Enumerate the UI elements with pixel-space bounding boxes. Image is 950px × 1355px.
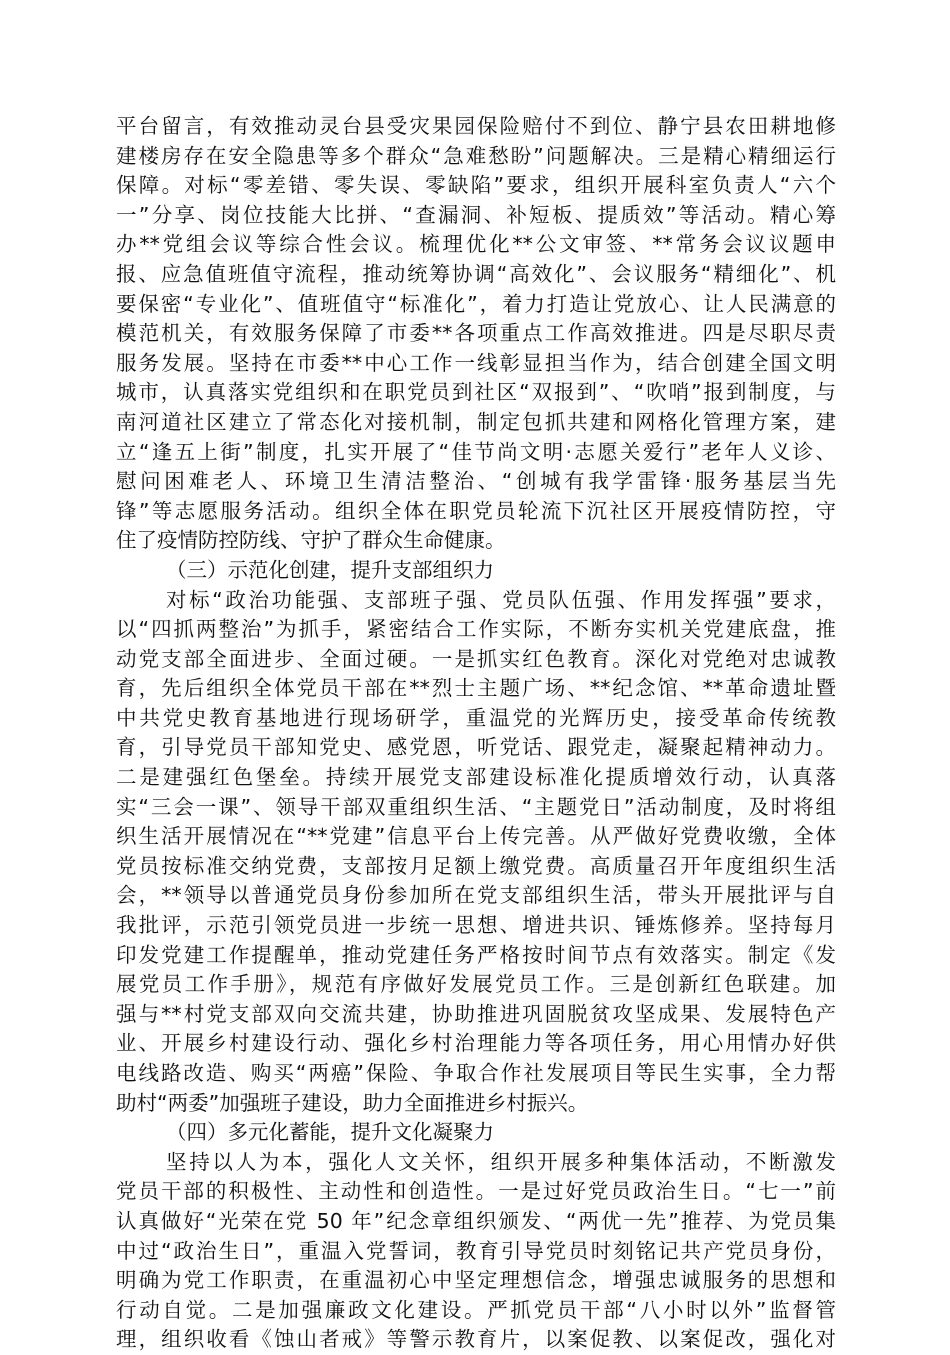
paragraph-line: 锋”等志愿服务活动。组织全体在职党员轮流下沉社区开展疫情防控，守 [116, 498, 836, 523]
paragraph-line: 理，组织收看《蚀山者戒》等警示教育片，以案促教、以案促改，强化对 [116, 1327, 836, 1352]
paragraph-line: 二是建强红色堡垒。持续开展党支部建设标准化提质增效行动，认真落 [116, 765, 836, 790]
paragraph-line: 模范机关，有效服务保障了市委**各项重点工作高效推进。四是尽职尽责 [116, 321, 836, 346]
paragraph-line: 建楼房存在安全隐患等多个群众“急难愁盼”问题解决。三是精心精细运行 [116, 143, 836, 168]
paragraph-line: 南河道社区建立了常态化对接机制，制定包抓共建和网格化管理方案，建 [116, 409, 836, 434]
paragraph-line: 报、应急值班值守流程，推动统筹协调“高效化”、会议服务“精细化”、机 [116, 261, 836, 286]
section-heading: （三）示范化创建，提升支部组织力 [166, 557, 494, 582]
paragraph-line: 办**党组会议等综合性会议。梳理优化**公文审签、**常务会议议题申 [116, 232, 836, 257]
paragraph-line: 强与**村党支部双向交流共建，协助推进巩固脱贫攻坚成果、发展特色产 [116, 1001, 836, 1026]
paragraph-line: 织生活开展情况在“**党建”信息平台上传完善。从严做好党费收缴，全体 [116, 824, 836, 849]
paragraph-line: 平台留言，有效推动灵台县受灾果园保险赔付不到位、静宁县农田耕地修 [116, 114, 836, 138]
paragraph-line: 印发党建工作提醒单，推动党建任务严格按时间节点有效落实。制定《发 [116, 942, 836, 967]
paragraph-line: 立“逢五上街”制度，扎实开展了“佳节尚文明·志愿关爱行”老年人义诊、 [116, 439, 836, 464]
paragraph-line: 动党支部全面进步、全面过硬。一是抓实红色教育。深化对党绝对忠诚教 [116, 646, 836, 671]
paragraph-line: 一”分享、岗位技能大比拼、“查漏洞、补短板、提质效”等活动。精心筹 [116, 202, 836, 227]
paragraph-line: 要保密“专业化”、值班值守“标准化”，着力打造让党放心、让人民满意的 [116, 291, 836, 316]
paragraph-line: 我批评，示范引领党员进一步统一思想、增进共识、锤炼修养。坚持每月 [116, 913, 836, 938]
paragraph-line: 育，引导党员干部知党史、感党恩，听党话、跟党走，凝聚起精神动力。 [116, 735, 836, 760]
paragraph-line: 育，先后组织全体党员干部在**烈士主题广场、**纪念馆、**革命遗址暨 [116, 676, 836, 701]
paragraph-line: 党员干部的积极性、主动性和创造性。一是过好党员政治生日。“七一”前 [116, 1179, 836, 1204]
paragraph-line: 保障。对标“零差错、零失误、零缺陷”要求，组织开展科室负责人“六个 [116, 173, 836, 198]
paragraph-line: 党员按标准交纳党费，支部按月足额上缴党费。高质量召开年度组织生活 [116, 853, 836, 878]
paragraph-line: 会，**领导以普通党员身份参加所在党支部组织生活，带头开展批评与自 [116, 883, 836, 908]
paragraph-line: 实“三会一课”、领导干部双重组织生活、“主题党日”活动制度，及时将组 [116, 794, 836, 819]
paragraph-line: 住了疫情防控防线、守护了群众生命健康。 [116, 528, 506, 553]
paragraph-line: 认真做好“光荣在党 50 年”纪念章组织颁发、“两优一先”推荐、为党员集 [116, 1208, 836, 1233]
paragraph-line: 中共党史教育基地进行现场研学，重温党的光辉历史，接受革命传统教 [116, 705, 836, 730]
paragraph-line: 展党员工作手册》，规范有序做好发展党员工作。三是创新红色联建。加 [116, 972, 836, 997]
paragraph-line: 行动自觉。二是加强廉政文化建设。严抓党员干部“八小时以外”监督管 [116, 1297, 836, 1322]
paragraph-line: 明确为党工作职责，在重温初心中坚定理想信念，增强忠诚服务的思想和 [116, 1268, 836, 1293]
section-heading: （四）多元化蓄能，提升文化凝聚力 [166, 1120, 494, 1145]
paragraph-line: 电线路改造、购买“两癌”保险、争取合作社发展项目等民生实事，全力帮 [116, 1061, 836, 1085]
paragraph-line: 以“四抓两整治”为抓手，紧密结合工作实际，不断夯实机关党建底盘，推 [116, 617, 836, 642]
paragraph-line: 慰问困难老人、环境卫生清洁整治、“创城有我学雷锋·服务基层当先 [116, 469, 836, 494]
paragraph-line: 城市，认真落实党组织和在职党员到社区“双报到”、“吹哨”报到制度，与 [116, 380, 836, 405]
paragraph-line: 业、开展乡村建设行动、强化乡村治理能力等各项任务，用心用情办好供 [116, 1031, 836, 1056]
paragraph-line: 对标“政治功能强、支部班子强、党员队伍强、作用发挥强”要求， [166, 587, 836, 612]
paragraph-line: 坚持以人为本，强化人文关怀，组织开展多种集体活动，不断激发 [166, 1149, 836, 1174]
paragraph-line: 助村“两委”加强班子建设，助力全面推进乡村振兴。 [116, 1090, 589, 1115]
paragraph-line: 中过“政治生日”，重温入党誓词，教育引导党员时刻铭记共产党员身份， [116, 1238, 836, 1263]
document-body-text [116, 112, 836, 1355]
paragraph-line: 服务发展。坚持在市委**中心工作一线彰显担当作为，结合创建全国文明 [116, 350, 836, 375]
